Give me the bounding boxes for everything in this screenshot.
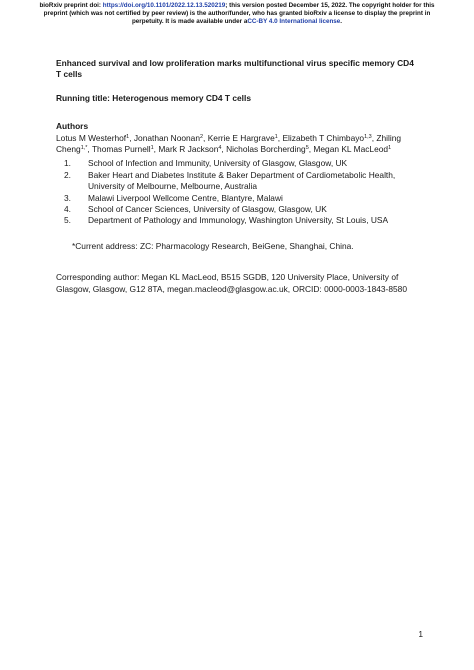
header-line-3: perpetuity. It is made available under aCC-BY 4.0 International license.: [131, 18, 343, 26]
author: Zhiling Cheng$^{1,*}$,: [56, 132, 402, 155]
affiliation-item: 5. Department of Pathology and Immunology, Washington University, St Louis, USA: [64, 215, 389, 226]
preprint-header: [0, 2, 474, 27]
header-line-2: preprint (which was not certified by peer review) is the author/funder, who has granted bioRxiv a license to display the preprint in: [43, 10, 431, 18]
affiliation-item: 2. Baker Heart and Diabetes Institute & Baker Department of Cardiometabolic Health, University of Melbourne, Melbourne, Australia: [64, 169, 396, 192]
author-list: [56, 133, 420, 156]
paper-body: [56, 58, 420, 295]
author: Thomas Purnell$^1$,: [91, 144, 159, 155]
corresponding-author: Corresponding author: Megan KL MacLeod, B515 SGDB, 120 University Place, University of Glasgow, Glasgow, G12 8TA, megan.macleod@glasgow.ac.uk, ORCID: 0000-0003-1843-8580: [56, 272, 407, 294]
author: Kerrie E Hargrave$^1$,: [207, 132, 283, 143]
license-link[interactable]: CC-BY 4.0 International license: [247, 18, 341, 26]
running-title: Running title: Heterogenous memory CD4 T cells: [56, 92, 251, 103]
current-address: *Current address: ZC: Pharmacology Research, BeiGene, Shanghai, China.: [72, 240, 354, 251]
affiliation-item: 3. Malawi Liverpool Wellcome Centre, Blantyre, Malawi: [64, 192, 283, 203]
author: Mark R Jackson$^4$,: [158, 144, 227, 155]
author: Elizabeth T Chimbayo$^{1,3}$,: [282, 132, 377, 143]
author: Jonathan Noonan$^2$,: [133, 132, 208, 143]
author: Nicholas Borcherding$^5$,: [226, 144, 314, 155]
affiliation-item: 1. School of Infection and Immunity, University of Glasgow, Glasgow, UK: [64, 158, 348, 169]
paper-title: Enhanced survival and low proliferation marks multifunctional virus specific memory CD4 T cells: [56, 58, 414, 80]
affiliation-list: [56, 158, 420, 226]
author: Lotus M Westerhof$^1$,: [56, 132, 134, 143]
author: Megan KL MacLeod$^1$: [313, 144, 392, 155]
affiliation-item: 4. School of Cancer Sciences, University of Glasgow, Glasgow, UK: [64, 204, 327, 215]
page-number: 1: [418, 629, 423, 639]
authors-heading: Authors: [56, 121, 89, 132]
header-line-1: bioRxiv preprint doi: https://doi.org/10.1101/2022.12.13.520219; this version posted December 15, 2022. The copyright holder for this: [39, 2, 435, 9]
doi-link[interactable]: https://doi.org/10.1101/2022.12.13.520219: [102, 2, 226, 9]
